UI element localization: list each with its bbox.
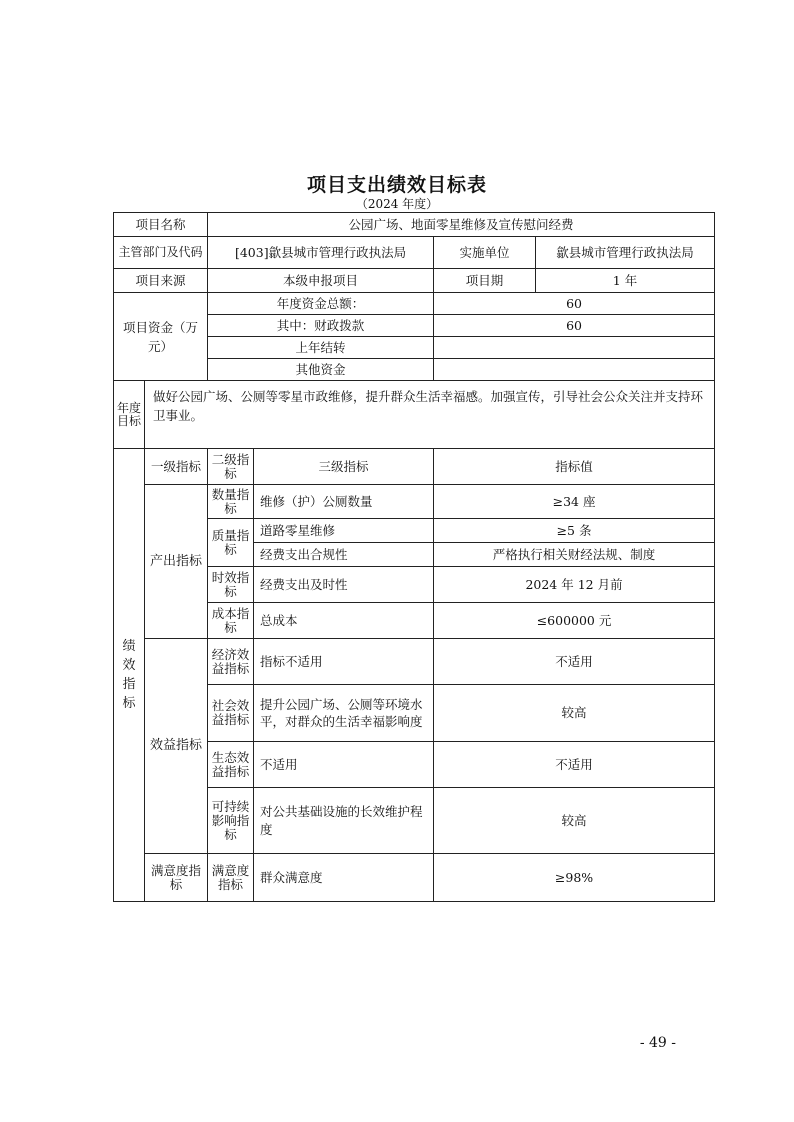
dept-label: 主管部门及代码 [114, 237, 208, 269]
header-level3: 三级指标 [254, 449, 434, 485]
quality-indicator-value-1: ≥5 条 [434, 519, 715, 543]
funds-fiscal-value: 60 [434, 315, 715, 337]
economic-indicator-value: 不适用 [434, 639, 715, 685]
funds-other-label: 其他资金 [208, 359, 434, 381]
source-label: 项目来源 [114, 269, 208, 293]
ecological-indicator-value: 不适用 [434, 742, 715, 788]
page-title: 项目支出绩效目标表 [306, 174, 487, 196]
header-value: 指标值 [434, 449, 715, 485]
funds-total-value: 60 [434, 293, 715, 315]
satisfaction-sub-label: 满意度指标 [208, 854, 254, 902]
project-name-value: 公园广场、地面零星维修及宣传慰问经费 [208, 213, 715, 237]
performance-table [113, 212, 715, 902]
funds-carryover-label: 上年结转 [208, 337, 434, 359]
sustainability-indicator-name: 对公共基础设施的长效维护程度 [254, 788, 434, 854]
performance-indicators-label: 绩效指标 [114, 449, 145, 902]
funds-fiscal-label: 其中：财政拨款 [208, 315, 434, 337]
table-row [114, 293, 715, 315]
funds-carryover-value [434, 337, 715, 359]
satisfaction-indicator-value: ≥98% [434, 854, 715, 902]
funds-other-value [434, 359, 715, 381]
social-indicator-value: 较高 [434, 685, 715, 742]
sustainability-indicator-label: 可持续影响指标 [208, 788, 254, 854]
table-row [114, 854, 715, 902]
ecological-indicator-name: 不适用 [254, 742, 434, 788]
impl-unit-value: 歙县城市管理行政执法局 [536, 237, 715, 269]
satisfaction-indicator-name: 群众满意度 [254, 854, 434, 902]
table-row [114, 269, 715, 293]
economic-indicator-label: 经济效益指标 [208, 639, 254, 685]
table-row [114, 449, 715, 485]
page-subtitle: （2024 年度） [355, 197, 439, 211]
header-level2: 二级指标 [208, 449, 254, 485]
table-row [114, 237, 715, 269]
performance-table-wrapper [113, 212, 714, 902]
period-value: 1 年 [536, 269, 715, 293]
source-value: 本级申报项目 [208, 269, 434, 293]
ecological-indicator-label: 生态效益指标 [208, 742, 254, 788]
annual-goal-text: 做好公园广场、公厕等零星市政维修，提升群众生活幸福感。加强宣传，引导社会公众关注并支持环卫事业。 [145, 381, 715, 449]
cost-indicator-label: 成本指标 [208, 603, 254, 639]
quality-indicator-name-1: 道路零星维修 [254, 519, 434, 543]
quality-indicator-label: 质量指标 [208, 519, 254, 567]
social-indicator-label: 社会效益指标 [208, 685, 254, 742]
project-name-label: 项目名称 [114, 213, 208, 237]
quantity-indicator-name: 维修（护）公厕数量 [254, 485, 434, 519]
page-number: - 49 - [639, 1035, 676, 1051]
quality-indicator-value-2: 严格执行相关财经法规、制度 [434, 543, 715, 567]
funds-total-label: 年度资金总额： [208, 293, 434, 315]
social-indicator-name: 提升公园广场、公厕等环境水平，对群众的生活幸福影响度 [254, 685, 434, 742]
impl-unit-label: 实施单位 [434, 237, 536, 269]
sustainability-indicator-value: 较高 [434, 788, 715, 854]
period-label: 项目期 [434, 269, 536, 293]
time-indicator-label: 时效指标 [208, 567, 254, 603]
output-indicators-label: 产出指标 [145, 485, 208, 639]
quality-indicator-name-2: 经费支出合规性 [254, 543, 434, 567]
quantity-indicator-value: ≥34 座 [434, 485, 715, 519]
funds-label: 项目资金（万元） [114, 293, 208, 381]
time-indicator-name: 经费支出及时性 [254, 567, 434, 603]
economic-indicator-name: 指标不适用 [254, 639, 434, 685]
quantity-indicator-label: 数量指标 [208, 485, 254, 519]
satisfaction-indicators-label: 满意度指标 [145, 854, 208, 902]
benefit-indicators-label: 效益指标 [145, 639, 208, 854]
dept-value: [403]歙县城市管理行政执法局 [208, 237, 434, 269]
table-row [114, 639, 715, 685]
cost-indicator-value: ≤600000 元 [434, 603, 715, 639]
annual-goal-label: 年度目标 [114, 381, 145, 449]
header-level1: 一级指标 [145, 449, 208, 485]
cost-indicator-name: 总成本 [254, 603, 434, 639]
time-indicator-value: 2024 年 12 月前 [434, 567, 715, 603]
table-row [114, 485, 715, 519]
table-row [114, 381, 715, 449]
table-row [114, 213, 715, 237]
